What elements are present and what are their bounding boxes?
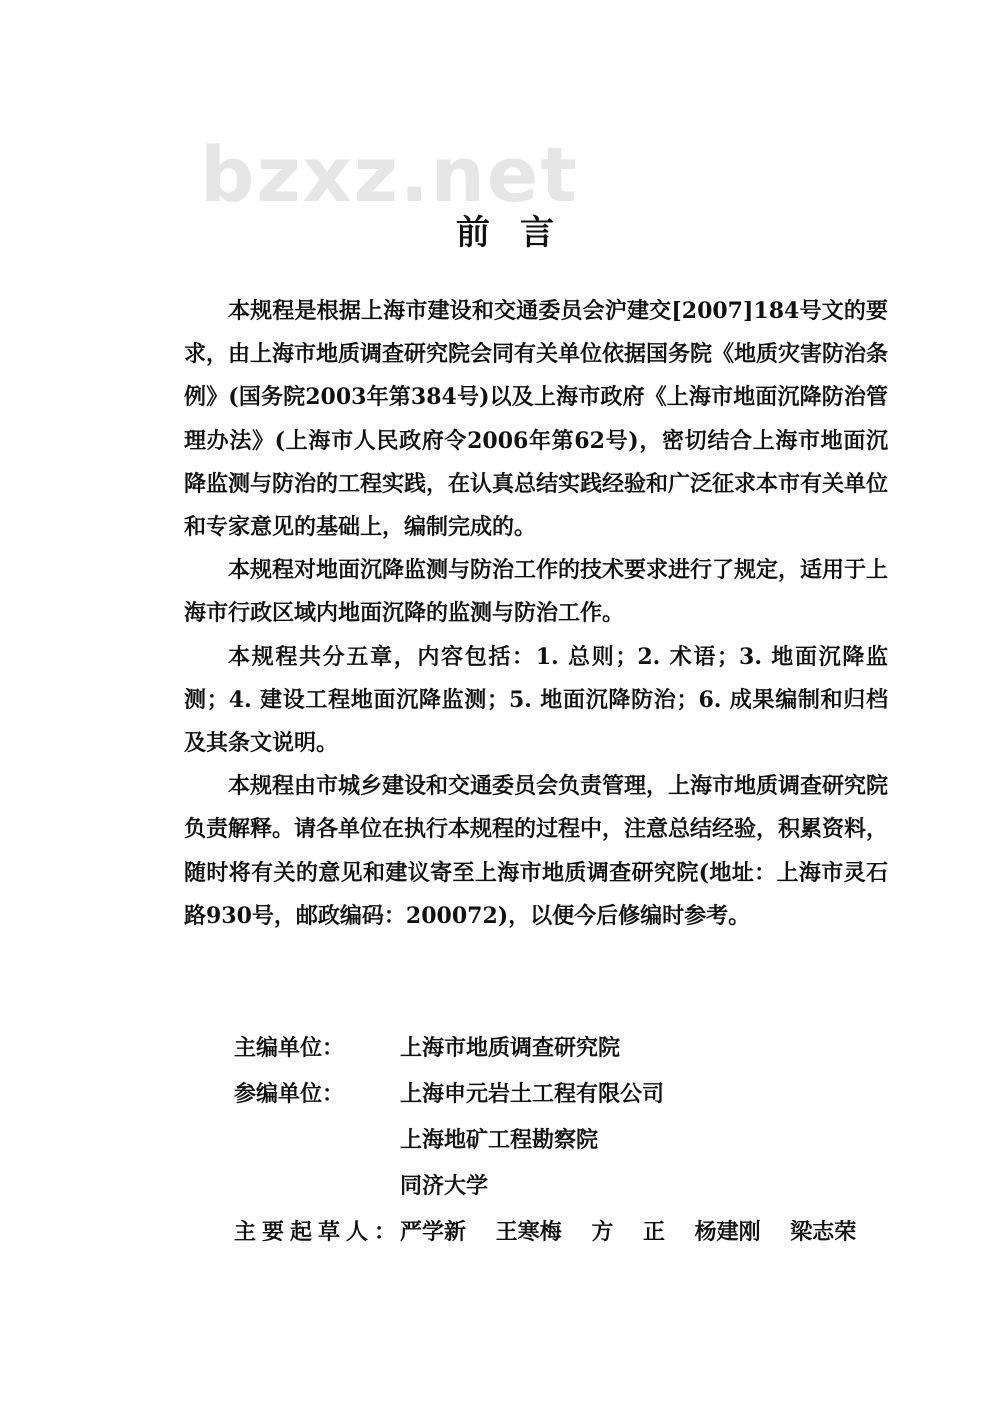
paragraph-1: 本规程是根据上海市建设和交通委员会沪建交[2007]184号文的要求，由上海市地质调查研究院会同有关单位依据国务院《地质灾害防治条例》(国务院2003年第384号)以及上海市政府《上海市地面沉降防治管理办法》(上海市人民政府令2006年第62号)，密切结合上海市地面沉降监测与防治的工程实践，在认真总结实践经验和广泛征求本市有关单位和专家意见的基础上，编制完成的。 bbox=[184, 298, 889, 541]
participating-org-2: 上海地矿工程勘察院 bbox=[400, 1127, 599, 1153]
drafters-label: 主要起草人： bbox=[234, 1219, 403, 1245]
credits-block bbox=[234, 1025, 914, 1255]
participating-org-1: 上海申元岩土工程有限公司 bbox=[400, 1081, 665, 1107]
watermark-text: bzxz.net bbox=[200, 130, 579, 219]
participating-org-3: 同济大学 bbox=[400, 1173, 489, 1199]
drafters-names: 严学新 王寒梅 方 正 杨建刚 梁志荣 bbox=[400, 1219, 857, 1245]
paragraph-3: 本规程共分五章，内容包括：1. 总则；2. 术语；3. 地面沉降监测；4. 建设工程地面沉降监测；5. 地面沉降防治；6. 成果编制和归档及其条文说明。 bbox=[184, 643, 888, 757]
preface-body bbox=[184, 290, 888, 938]
participating-label: 参编单位： bbox=[234, 1081, 345, 1107]
paragraph-2: 本规程对地面沉降监测与防治工作的技术要求进行了规定，适用于上海市行政区域内地面沉降的监测与防治工作。 bbox=[184, 557, 889, 627]
paragraph-4: 本规程由市城乡建设和交通委员会负责管理，上海市地质调查研究院负责解释。请各单位在执行本规程的过程中，注意总结经验，积累资料，随时将有关的意见和建议寄至上海市地质调查研究院(地址：上海市灵石路930号，邮政编码：200072)，以便今后修编时参考。 bbox=[184, 773, 889, 929]
page-title: 前言 bbox=[456, 213, 584, 253]
chief-editor-label: 主编单位： bbox=[234, 1035, 345, 1061]
participating-row bbox=[234, 1071, 914, 1117]
drafters-row bbox=[234, 1209, 914, 1255]
chief-editor-row bbox=[234, 1025, 914, 1071]
chief-editor-org: 上海市地质调查研究院 bbox=[400, 1035, 621, 1061]
participating-row-2 bbox=[234, 1117, 914, 1163]
participating-row-3 bbox=[234, 1163, 914, 1209]
